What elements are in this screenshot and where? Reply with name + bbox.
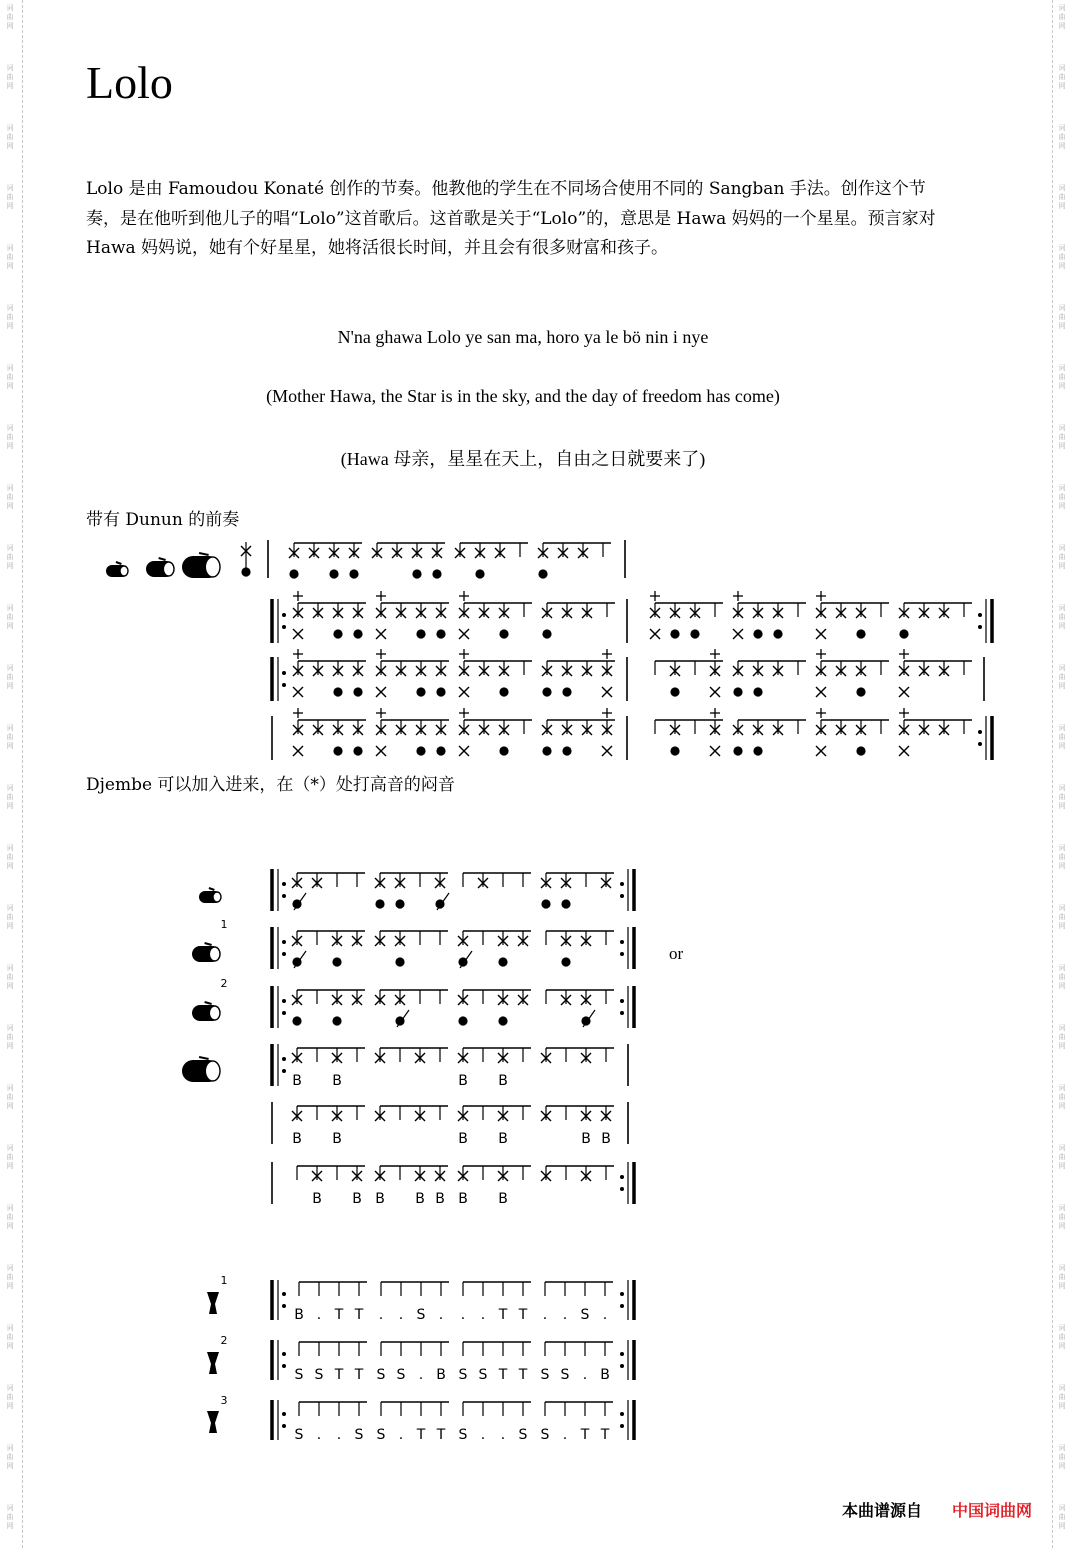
side-watermark-mark: 词 曲 网 xyxy=(6,484,14,510)
repeat-dot xyxy=(978,730,982,734)
bass-note: B xyxy=(292,1131,302,1147)
drum-dundunba-icon xyxy=(205,557,220,577)
open-note xyxy=(538,569,547,578)
djembe-note-heading: Djembe 可以加入进来，在（*）处打高音的闷音 xyxy=(86,775,455,795)
open-note xyxy=(733,746,742,755)
bass-note: B xyxy=(352,1191,362,1207)
open-note xyxy=(498,1016,507,1025)
repeat-dot xyxy=(620,1175,624,1179)
djembe-stroke: . xyxy=(562,1307,568,1323)
djembe-stroke: . xyxy=(460,1307,466,1323)
djembe-stroke: T xyxy=(498,1367,508,1383)
side-watermark-mark: 词 曲 网 xyxy=(1058,4,1066,30)
djembe-stroke: S xyxy=(314,1367,324,1383)
repeat-dot xyxy=(282,683,286,687)
open-note xyxy=(432,569,441,578)
djembe-stroke: . xyxy=(500,1427,506,1443)
bass-note: B xyxy=(601,1131,611,1147)
djembe-stroke: T xyxy=(518,1307,528,1323)
bass-note: B xyxy=(581,1131,591,1147)
open-note xyxy=(753,687,762,696)
open-note xyxy=(561,899,570,908)
repeat-dot xyxy=(620,1424,624,1428)
side-watermark-mark: 词 曲 网 xyxy=(6,1324,14,1350)
lyric-original: N'na ghawa Lolo ye san ma, horo ya le bö nin i nye xyxy=(337,327,709,347)
djembe-stroke: B xyxy=(600,1367,610,1383)
open-note xyxy=(353,629,362,638)
open-note xyxy=(436,746,445,755)
side-watermark-mark: 词 曲 网 xyxy=(1058,1084,1066,1110)
open-note xyxy=(542,687,551,696)
open-note xyxy=(899,629,908,638)
open-note xyxy=(416,746,425,755)
intro-paragraph: Lolo 是由 Famoudou Konaté 创作的节奏。他教他的学生在不同场合使用不同的 Sangban 手法。创作这个节奏，是在他听到他儿子的唱“Lolo”这首歌后。这首歌是关于“Lolo”的，意思是 Hawa 妈妈的一个星星。预言家对 Hawa 妈妈说，她有个好星星，她将活很长时间，并且会有很多财富和孩子。 xyxy=(86,179,936,258)
side-watermark-mark: 词 曲 网 xyxy=(1058,664,1066,690)
drum-sangban-icon xyxy=(209,947,220,961)
open-note xyxy=(436,629,445,638)
side-watermark-mark: 词 曲 网 xyxy=(1058,124,1066,150)
djembe-stroke: S xyxy=(518,1427,528,1443)
repeat-dot xyxy=(978,742,982,746)
voice-number: 2 xyxy=(220,1334,228,1347)
djembe-stroke: . xyxy=(398,1427,404,1443)
bass-note: B xyxy=(435,1191,445,1207)
open-note xyxy=(333,629,342,638)
side-watermark-mark: 词 曲 网 xyxy=(1058,1144,1066,1170)
repeat-dot xyxy=(978,625,982,629)
bass-note: B xyxy=(498,1191,508,1207)
djembe-stroke: . xyxy=(480,1307,486,1323)
open-note xyxy=(753,629,762,638)
repeat-dot xyxy=(282,1424,286,1428)
or-label: or xyxy=(669,944,684,963)
side-watermark-mark: 词 曲 网 xyxy=(1058,484,1066,510)
side-watermark-mark: 词 曲 网 xyxy=(6,724,14,750)
drum-sangban-icon xyxy=(205,1002,212,1004)
side-watermark-mark: 词 曲 网 xyxy=(1058,1324,1066,1350)
side-watermark-mark: 词 曲 网 xyxy=(6,904,14,930)
repeat-dot xyxy=(620,1412,624,1416)
repeat-dot xyxy=(282,1412,286,1416)
djembe-stroke: S xyxy=(560,1367,570,1383)
djembe-stroke: . xyxy=(316,1427,322,1443)
repeat-dot xyxy=(282,1364,286,1368)
side-watermark-mark: 词 曲 网 xyxy=(6,304,14,330)
side-watermark-mark: 词 曲 网 xyxy=(6,664,14,690)
side-watermark-mark: 词 曲 网 xyxy=(1058,784,1066,810)
djembe-stroke: . xyxy=(378,1307,384,1323)
lyric-english: (Mother Hawa, the Star is in the sky, and the day of freedom has come) xyxy=(266,386,780,406)
voice-number: 3 xyxy=(220,1394,228,1407)
side-watermark-mark: 词 曲 网 xyxy=(1058,1504,1066,1530)
side-watermark-mark: 词 曲 网 xyxy=(6,4,14,30)
open-note xyxy=(241,567,250,576)
repeat-dot xyxy=(620,1304,624,1308)
side-watermark-mark: 词 曲 网 xyxy=(1058,424,1066,450)
side-watermark-mark: 词 曲 网 xyxy=(6,1384,14,1410)
drum-sangban-icon xyxy=(205,943,212,945)
open-note xyxy=(541,899,550,908)
open-note xyxy=(670,629,679,638)
open-note xyxy=(289,569,298,578)
djembe-stroke: . xyxy=(398,1307,404,1323)
open-note xyxy=(670,746,679,755)
open-note xyxy=(499,629,508,638)
side-watermark-mark: 词 曲 网 xyxy=(6,424,14,450)
drum-dundunba-icon xyxy=(199,1057,209,1059)
open-note xyxy=(333,746,342,755)
djembe-stroke: S xyxy=(580,1307,590,1323)
side-watermark-mark: 词 曲 网 xyxy=(6,184,14,210)
open-note xyxy=(753,746,762,755)
djembe-stroke: S xyxy=(396,1367,406,1383)
side-watermark-mark: 词 曲 网 xyxy=(6,64,14,90)
repeat-dot xyxy=(282,882,286,886)
side-watermark-mark: 词 曲 网 xyxy=(1058,1444,1066,1470)
djembe-stroke: S xyxy=(294,1427,304,1443)
djembe-stroke: . xyxy=(316,1307,322,1323)
repeat-dot xyxy=(282,1057,286,1061)
dunun-intro-heading: 带有 Dunun 的前奏 xyxy=(86,510,240,530)
drum-kenkeni-icon xyxy=(209,888,215,890)
side-watermark-mark: 词 曲 网 xyxy=(1058,724,1066,750)
repeat-dot xyxy=(620,882,624,886)
side-watermark-mark: 词 曲 网 xyxy=(6,124,14,150)
bass-note: B xyxy=(312,1191,322,1207)
side-watermark-mark: 词 曲 网 xyxy=(1058,604,1066,630)
footer-site-name[interactable]: 中国词曲网 xyxy=(952,1501,1033,1520)
djembe-stroke: T xyxy=(580,1427,590,1443)
djembe-stroke: B xyxy=(436,1367,446,1383)
voice-number: 1 xyxy=(220,1274,228,1287)
repeat-dot xyxy=(282,952,286,956)
bass-note: B xyxy=(415,1191,425,1207)
djembe-stroke: S xyxy=(540,1367,550,1383)
open-note xyxy=(498,957,507,966)
djembe-stroke: S xyxy=(458,1367,468,1383)
djembe-stroke: T xyxy=(354,1367,364,1383)
open-note xyxy=(773,629,782,638)
drum-sangban-icon xyxy=(209,1006,220,1020)
repeat-dot xyxy=(282,1352,286,1356)
open-note xyxy=(395,957,404,966)
lyric-chinese: (Hawa 母亲，星星在天上，自由之日就要来了) xyxy=(340,449,706,469)
open-note xyxy=(733,687,742,696)
drum-dundunba-icon xyxy=(205,1061,220,1081)
repeat-dot xyxy=(282,1011,286,1015)
open-note xyxy=(416,687,425,696)
open-note xyxy=(856,629,865,638)
djembe-stroke: T xyxy=(334,1307,344,1323)
side-watermark-mark: 词 曲 网 xyxy=(1058,1204,1066,1230)
repeat-dot xyxy=(620,1292,624,1296)
djembe-icon xyxy=(207,1411,219,1433)
djembe-stroke: S xyxy=(458,1427,468,1443)
open-note xyxy=(856,687,865,696)
repeat-dot xyxy=(620,1352,624,1356)
repeat-dot xyxy=(620,940,624,944)
open-note xyxy=(395,899,404,908)
voice-number: 1 xyxy=(220,918,228,931)
open-note xyxy=(499,687,508,696)
repeat-dot xyxy=(282,940,286,944)
djembe-stroke: . xyxy=(562,1427,568,1443)
open-note xyxy=(333,687,342,696)
side-watermark-mark: 词 曲 网 xyxy=(1058,64,1066,90)
bass-note: B xyxy=(332,1073,342,1089)
djembe-stroke: T xyxy=(416,1427,426,1443)
side-watermark-mark: 词 曲 网 xyxy=(1058,1384,1066,1410)
side-watermark-mark: 词 曲 网 xyxy=(6,244,14,270)
djembe-stroke: T xyxy=(498,1307,508,1323)
side-watermark-mark: 词 曲 网 xyxy=(1058,904,1066,930)
djembe-stroke: . xyxy=(582,1367,588,1383)
side-watermark-mark: 词 曲 网 xyxy=(1058,1264,1066,1290)
repeat-dot xyxy=(620,999,624,1003)
djembe-stroke: . xyxy=(418,1367,424,1383)
djembe-stroke: S xyxy=(376,1427,386,1443)
repeat-dot xyxy=(282,613,286,617)
djembe-stroke: S xyxy=(376,1367,386,1383)
djembe-stroke: S xyxy=(294,1367,304,1383)
open-note xyxy=(499,746,508,755)
side-watermark-mark: 词 曲 网 xyxy=(1058,1024,1066,1050)
side-watermark-mark: 词 曲 网 xyxy=(6,1084,14,1110)
repeat-dot xyxy=(282,671,286,675)
djembe-stroke: . xyxy=(542,1307,548,1323)
bass-note: B xyxy=(458,1191,468,1207)
repeat-dot xyxy=(620,952,624,956)
bass-note: B xyxy=(458,1073,468,1089)
open-note xyxy=(690,629,699,638)
djembe-stroke: S xyxy=(354,1427,364,1443)
open-note xyxy=(561,957,570,966)
bass-note: B xyxy=(292,1073,302,1089)
open-note xyxy=(353,687,362,696)
side-watermark-mark: 词 曲 网 xyxy=(6,544,14,570)
open-note xyxy=(292,1016,301,1025)
open-note xyxy=(412,569,421,578)
repeat-dot xyxy=(282,1292,286,1296)
side-watermark-mark: 词 曲 网 xyxy=(6,1504,14,1530)
open-note xyxy=(332,1016,341,1025)
open-note xyxy=(856,746,865,755)
open-note xyxy=(475,569,484,578)
drum-kenkeni-icon xyxy=(120,566,128,576)
bass-note: B xyxy=(375,1191,385,1207)
repeat-dot xyxy=(282,999,286,1003)
side-watermark-mark: 词 曲 网 xyxy=(6,784,14,810)
djembe-stroke: . xyxy=(438,1307,444,1323)
open-note xyxy=(670,687,679,696)
open-note xyxy=(329,569,338,578)
open-note xyxy=(332,957,341,966)
side-watermark-mark: 词 曲 网 xyxy=(1058,544,1066,570)
repeat-dot xyxy=(620,1011,624,1015)
open-note xyxy=(375,899,384,908)
djembe-stroke: . xyxy=(480,1427,486,1443)
side-watermark-mark: 词 曲 网 xyxy=(6,1264,14,1290)
side-watermark-mark: 词 曲 网 xyxy=(1058,364,1066,390)
open-note xyxy=(562,746,571,755)
side-watermark-mark: 词 曲 网 xyxy=(6,844,14,870)
djembe-stroke: T xyxy=(354,1307,364,1323)
drum-kenkeni-icon xyxy=(116,562,122,564)
side-watermark-mark: 词 曲 网 xyxy=(1058,844,1066,870)
repeat-dot xyxy=(620,1364,624,1368)
djembe-stroke: S xyxy=(540,1427,550,1443)
open-note xyxy=(416,629,425,638)
bass-note: B xyxy=(498,1073,508,1089)
djembe-icon xyxy=(207,1292,219,1314)
voice-number: 2 xyxy=(220,977,228,990)
side-watermark-mark: 词 曲 网 xyxy=(1058,304,1066,330)
djembe-stroke: T xyxy=(334,1367,344,1383)
side-watermark-mark: 词 曲 网 xyxy=(1058,244,1066,270)
open-note xyxy=(353,746,362,755)
drum-sangban-icon xyxy=(159,558,166,560)
djembe-stroke: B xyxy=(294,1307,304,1323)
open-note xyxy=(436,687,445,696)
side-watermark-mark: 词 曲 网 xyxy=(6,1444,14,1470)
djembe-stroke: S xyxy=(478,1367,488,1383)
repeat-dot xyxy=(282,1069,286,1073)
repeat-dot xyxy=(282,894,286,898)
side-watermark-mark: 词 曲 网 xyxy=(1058,964,1066,990)
side-watermark-mark: 词 曲 网 xyxy=(6,1204,14,1230)
open-note xyxy=(458,1016,467,1025)
page-title: Lolo xyxy=(86,57,173,108)
djembe-stroke: T xyxy=(600,1427,610,1443)
repeat-dot xyxy=(282,625,286,629)
side-watermark-mark: 词 曲 网 xyxy=(1058,184,1066,210)
drum-dundunba-icon xyxy=(199,553,209,555)
footer-source-label: 本曲谱源自 xyxy=(842,1501,923,1520)
open-note xyxy=(562,687,571,696)
repeat-dot xyxy=(978,613,982,617)
repeat-dot xyxy=(282,1304,286,1308)
side-watermark-mark: 词 曲 网 xyxy=(6,604,14,630)
drum-kenkeni-icon xyxy=(213,892,221,902)
djembe-stroke: S xyxy=(416,1307,426,1323)
repeat-dot xyxy=(620,1187,624,1191)
open-note xyxy=(542,746,551,755)
side-watermark-mark: 词 曲 网 xyxy=(6,1024,14,1050)
drum-sangban-icon xyxy=(163,562,174,576)
djembe-stroke: . xyxy=(336,1427,342,1443)
djembe-stroke: T xyxy=(436,1427,446,1443)
djembe-icon xyxy=(207,1352,219,1374)
side-watermark-mark: 词 曲 网 xyxy=(6,1144,14,1170)
side-watermark-mark: 词 曲 网 xyxy=(6,364,14,390)
djembe-stroke: T xyxy=(518,1367,528,1383)
djembe-stroke: . xyxy=(602,1307,608,1323)
repeat-dot xyxy=(620,894,624,898)
bass-note: B xyxy=(332,1131,342,1147)
bass-note: B xyxy=(458,1131,468,1147)
open-note xyxy=(349,569,358,578)
side-watermark-mark: 词 曲 网 xyxy=(6,964,14,990)
open-note xyxy=(542,629,551,638)
bass-note: B xyxy=(498,1131,508,1147)
